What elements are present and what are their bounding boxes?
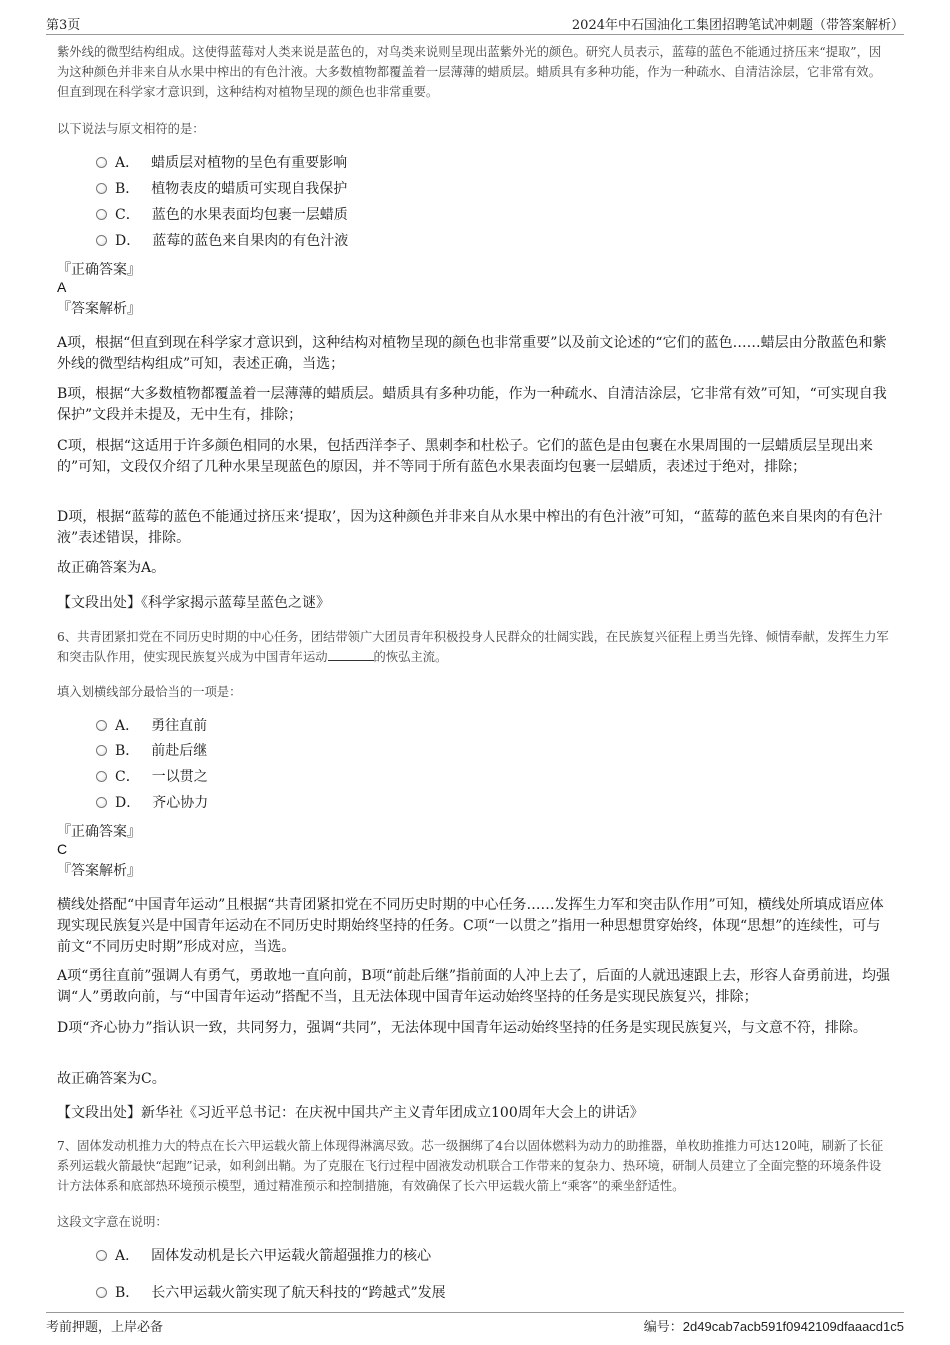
q5-analysis-c: C项，根据“这适用于许多颜色相同的水果，包括西洋李子、黑刺李和杜松子。它们的蓝色是由包裹在水果周围的一层蜡质层呈现出来的”可知，文段仅介绍了几种水果呈现蓝色的原因，并不等同于所有蓝色水果表面均包裹一层蜡质，表述过于绝对，排除； [57,438,873,475]
q6-source: 【文段出处】新华社《习近平总书记：在庆祝中国共产主义青年团成立100周年大会上的讲话》 [57,1105,644,1121]
q6-analysis-main: 横线处搭配“中国青年运动”且根据“共青团紧扣党在不同历史时期的中心任务……发挥生力军和突击队作用”可知，横线处所填成语应体现实现民族复兴是中国青年运动在不同历史时期始终坚持的任务。C项“一以贯之”指用一种思想贯穿始终，体现“思想”的连续性，可与前文“不同历史时期”形成对应，当选。 [57,897,884,955]
q5-analysis-b: B项，根据“大多数植物都覆盖着一层薄薄的蜡质层。蜡质具有多种功能，作为一种疏水、自清洁涂层，它非常有效”可知，“可实现自我保护”文段并未提及，无中生有，排除； [57,386,887,423]
q6-option-b[interactable]: B． 前赴后继 [96,741,207,761]
q6-stem: 6、共青团紧扣党在不同历史时期的中心任务，团结带领广大团员青年积极投身人民群众的壮阔实践，在民族复兴征程上勇当先锋、倾情奉献，发挥生力军和突击队作用，使实现民族复兴成为中国青年运动 的恢弘主流。 [57,630,889,664]
radio-icon[interactable] [96,183,107,194]
q6-conclusion: 故正确答案为C。 [57,1071,166,1087]
q6-analysis-label: 『答案解析』 [57,863,141,879]
q5-passage: 紫外线的微型结构组成。这使得蓝莓对人类来说是蓝色的，对鸟类来说则呈现出蓝紫外光的颜色。研究人员表示，蓝莓的蓝色不能通过挤压来“提取”，因为这种颜色并非来自从水果中榨出的有色汁液。大多数植物都覆盖着一层薄薄的蜡质层。蜡质具有多种功能，作为一种疏水、自清洁涂层，它非常有效。但直到现在科学家才意识到，这种结构对植物呈现的颜色也非常重要。 [57,45,882,99]
q7-option-b[interactable]: B． 长六甲运载火箭实现了航天科技的“跨越式”发展 [96,1283,446,1303]
q5-option-c[interactable]: C． 蓝色的水果表面均包裹一层蜡质 [96,205,348,225]
q6-answer: C [57,841,68,857]
radio-icon[interactable] [96,797,107,808]
radio-icon[interactable] [96,1250,107,1261]
q5-prompt: 以下说法与原文相符的是： [57,122,205,136]
q5-answer-label: 『正确答案』 [57,262,141,278]
q6-answer-label: 『正确答案』 [57,824,141,840]
q5-option-b[interactable]: B． 植物表皮的蜡质可实现自我保护 [96,179,347,199]
q6-option-c[interactable]: C． 一以贯之 [96,767,208,787]
q5-analysis-a: A项，根据“但直到现在科学家才意识到，这种结构对植物呈现的颜色也非常重要”以及前文论述的“它们的蓝色……蜡层由分散蓝色和紫外线的微型结构组成”可知，表述正确，当选； [57,335,887,372]
q5-source: 【文段出处】《科学家揭示蓝莓呈蓝色之谜》 [57,595,330,611]
q5-answer: A [57,279,67,295]
q6-analysis-ab: A项“勇往直前”强调人有勇气，勇敢地一直向前，B项“前赴后继”指前面的人冲上去了，后面的人就迅速跟上去，形容人奋勇前进，均强调“人”勇敢向前，与“中国青年运动”搭配不当，且无法体现中国青年运动始终坚持的任务是实现民族复兴，排除； [57,968,891,1005]
q6-prompt: 填入划横线部分最恰当的一项是： [57,685,242,699]
q7-stem: 7、固体发动机推力大的特点在长六甲运载火箭上体现得淋漓尽致。芯一级捆绑了4台以固体燃料为动力的助推器，单枚助推推力可达120吨，刷新了长征系列运载火箭最快“起跑”记录，如利剑出鞘。为了克服在飞行过程中固液发动机联合工作带来的复杂力、热环境，研制人员建立了全面完整的环境条件设计方法体系和底部热环境预示模型，通过精准预示和控制措施，有效确保了长六甲运载火箭上“乘客”的乘坐舒适性。 [57,1139,884,1193]
radio-icon[interactable] [96,157,107,168]
q7-option-a[interactable]: A． 固体发动机是长六甲运载火箭超强推力的核心 [96,1246,431,1266]
q5-conclusion: 故正确答案为A。 [57,560,166,576]
radio-icon[interactable] [96,209,107,220]
radio-icon[interactable] [96,771,107,782]
q6-option-d[interactable]: D． 齐心协力 [96,793,208,813]
radio-icon[interactable] [96,1287,107,1298]
q5-analysis-label: 『答案解析』 [57,301,141,317]
q5-option-d[interactable]: D． 蓝莓的蓝色来自果肉的有色汁液 [96,231,348,251]
radio-icon[interactable] [96,745,107,756]
page-header [46,12,904,35]
q5-analysis-d: D项，根据“蓝莓的蓝色不能通过挤压来‘提取’，因为这种颜色并非来自从水果中榨出的有色汁液”可知，“蓝莓的蓝色来自果肉的有色汁液”表述错误，排除。 [57,509,883,546]
radio-icon[interactable] [96,720,107,731]
answer-blank [328,647,374,661]
radio-icon[interactable] [96,235,107,246]
page-footer [46,1312,904,1335]
footer-slogan: 考前押题，上岸必备 [46,1320,164,1335]
q5-option-a[interactable]: A． 蜡质层对植物的呈色有重要影响 [96,153,347,173]
q7-prompt: 这段文字意在说明： [57,1215,168,1229]
q6-option-a[interactable]: A． 勇往直前 [96,716,207,736]
page-number: 第3页 [46,18,81,33]
footer-code: 编号：2d49cab7acb591f0942109dfaaacd1c5 [643,1319,904,1335]
q6-analysis-d: D项“齐心协力”指认识一致，共同努力，强调“共同”，无法体现中国青年运动始终坚持的任务是实现民族复兴，与文意不符，排除。 [57,1020,867,1036]
document-title: 2024年中石国油化工集团招聘笔试冲刺题（带答案解析） [571,18,904,33]
